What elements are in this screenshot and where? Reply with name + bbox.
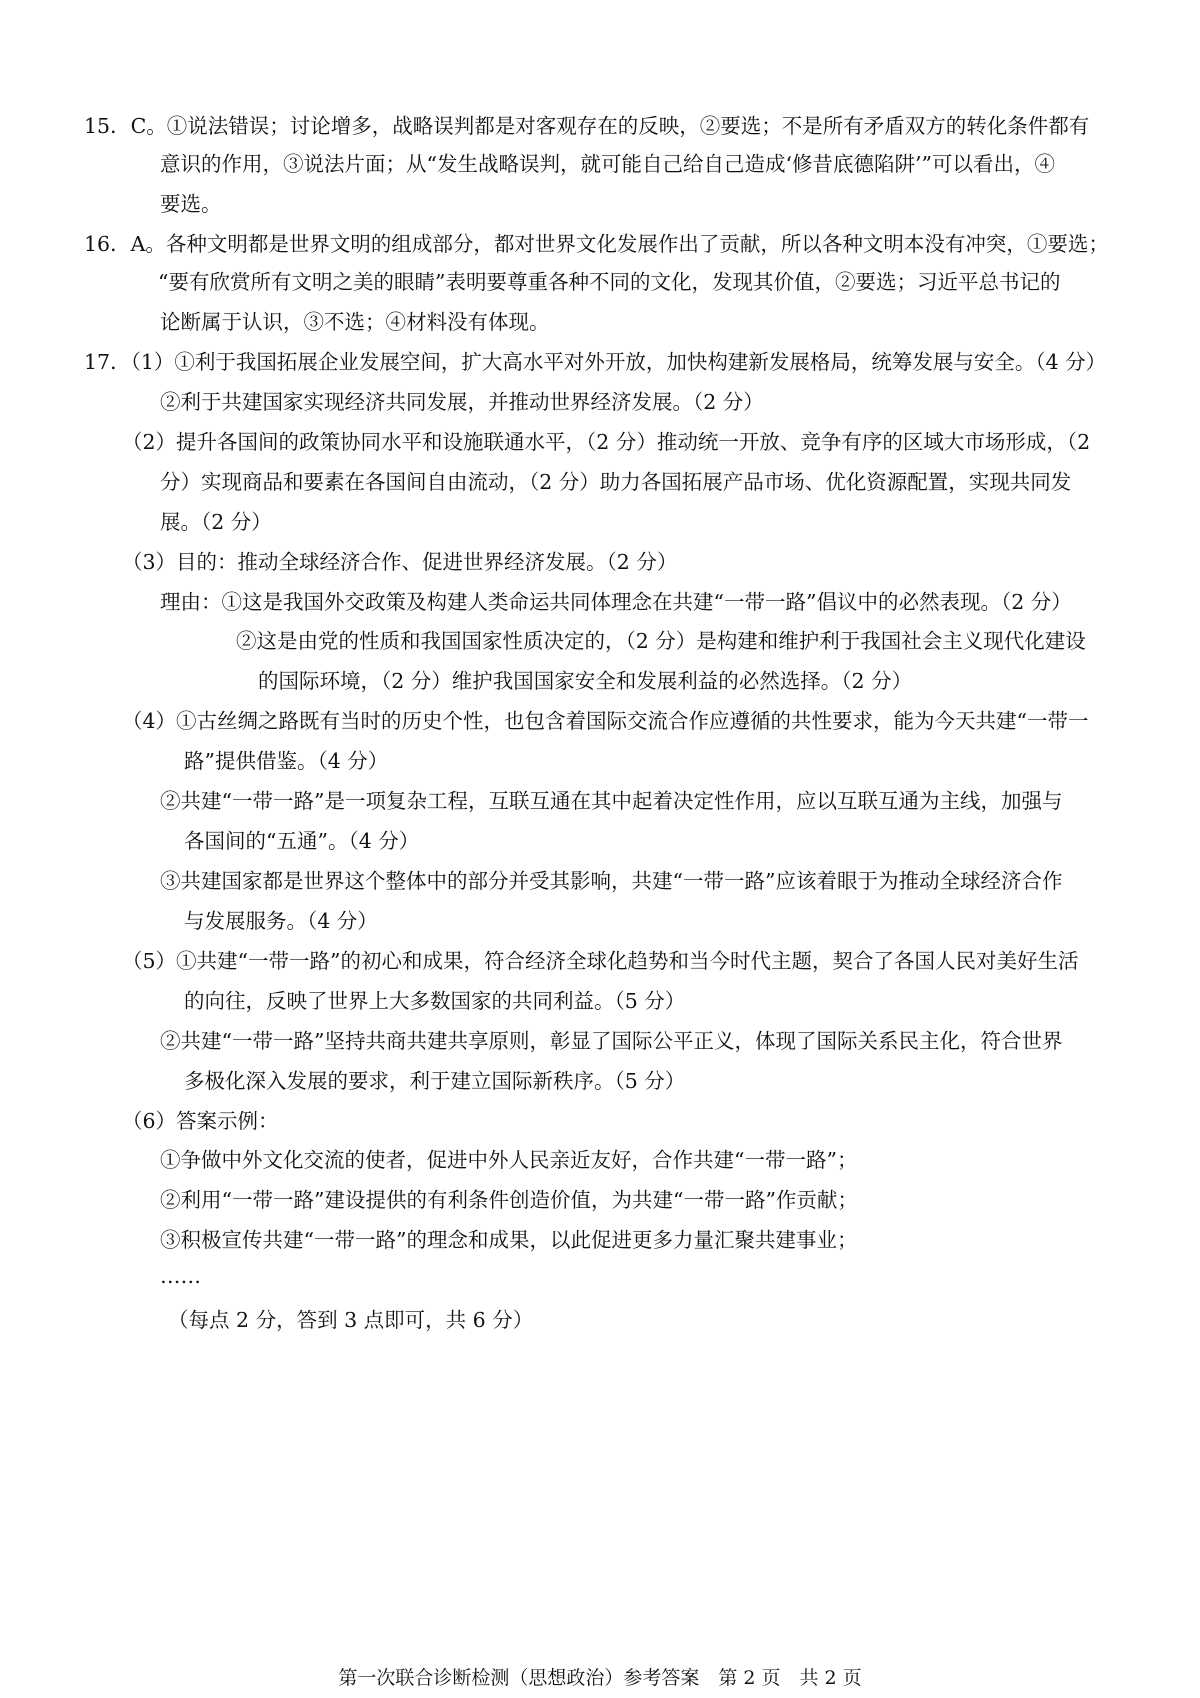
q17-3-line-4: 的国际环境，（2 分）维护我国国家安全和发展利益的必然选择。（2 分） xyxy=(258,669,913,693)
q17-6-line-1: （6）答案示例： xyxy=(122,1109,279,1133)
q17-1-line-2: ②利于共建国家实现经济共同发展，并推动世界经济发展。（2 分） xyxy=(160,390,764,414)
q17-3-line-1: （3）目的：推动全球经济合作、促进世界经济发展。（2 分） xyxy=(122,550,678,574)
q17-6-ellipsis: …… xyxy=(160,1264,201,1288)
q17-3-line-3: ②这是由党的性质和我国国家性质决定的，（2 分）是构建和维护利于我国社会主义现代化建设 xyxy=(236,629,1086,653)
q15-line-1: 15．C。①说法错误；讨论增多，战略误判都是对客观存在的反映，②要选；不是所有矛盾双方的转化条件都有 xyxy=(84,114,1090,138)
q15-line-2: 意识的作用，③说法片面；从“发生战略误判，就可能自己给自己造成‘修昔底德陷阱’”可以看出，④ xyxy=(160,152,1055,176)
q17-6-example-2: ②利用“一带一路”建设提供的有利条件创造价值，为共建“一带一路”作贡献； xyxy=(160,1188,858,1212)
q16-line-1: 16．A。各种文明都是世界文明的组成部分，都对世界文化发展作出了贡献，所以各种文明本没有冲突，①要选； xyxy=(84,232,1109,256)
q17-5-line-2: 的向往，反映了世界上大多数国家的共同利益。（5 分） xyxy=(184,989,686,1013)
q17-4-line-6: 与发展服务。（4 分） xyxy=(184,909,378,933)
q17-4-line-1: （4）①古丝绸之路既有当时的历史个性，也包含着国际交流合作应遵循的共性要求，能为今天共建“一带一 xyxy=(122,709,1089,733)
q17-4-line-4: 各国间的“五通”。（4 分） xyxy=(184,829,420,853)
q17-5-line-3: ②共建“一带一路”坚持共商共建共享原则，彰显了国际公平正义，体现了国际关系民主化，符合世界 xyxy=(160,1029,1063,1053)
q17-5-line-4: 多极化深入发展的要求，利于建立国际新秩序。（5 分） xyxy=(184,1069,686,1093)
page-footer: 第一次联合诊断检测（思想政治）参考答案 第 2 页 共 2 页 xyxy=(338,1667,862,1689)
q16-line-2: “要有欣赏所有文明之美的眼睛”表明要尊重各种不同的文化，发现其价值，②要选；习近平总书记的 xyxy=(158,270,1061,294)
q17-3-line-2: 理由：①这是我国外交政策及构建人类命运共同体理念在共建“一带一路”倡议中的必然表现。（2 分） xyxy=(160,590,1072,614)
q15-line-3: 要选。 xyxy=(160,192,222,216)
q16-line-3: 论断属于认识，③不选；④材料没有体现。 xyxy=(160,310,550,334)
q17-4-line-2: 路”提供借鉴。（4 分） xyxy=(184,749,389,773)
q17-2-line-1: （2）提升各国间的政策协同水平和设施联通水平，（2 分）推动统一开放、竞争有序的区域大市场形成，（2 xyxy=(122,430,1091,454)
q17-2-line-2: 分）实现商品和要素在各国间自由流动，（2 分）助力各国拓展产品市场、优化资源配置，实现共同发 xyxy=(160,470,1072,494)
q17-2-line-3: 展。（2 分） xyxy=(160,510,272,534)
q17-4-line-3: ②共建“一带一路”是一项复杂工程，互联互通在其中起着决定性作用，应以互联互通为主线，加强与 xyxy=(160,789,1063,813)
q17-5-line-1: （5）①共建“一带一路”的初心和成果，符合经济全球化趋势和当今时代主题，契合了各国人民对美好生活 xyxy=(122,949,1079,973)
q17-6-example-3: ③积极宣传共建“一带一路”的理念和成果，以此促进更多力量汇聚共建事业； xyxy=(160,1228,858,1252)
q17-6-example-1: ①争做中外文化交流的使者，促进中外人民亲近友好，合作共建“一带一路”； xyxy=(160,1148,858,1172)
q17-4-line-5: ③共建国家都是世界这个整体中的部分并受其影响，共建“一带一路”应该着眼于为推动全球经济合作 xyxy=(160,869,1063,893)
q17-1-line-1: 17．（1）①利于我国拓展企业发展空间，扩大高水平对外开放，加快构建新发展格局，统筹发展与安全。（4 分） xyxy=(84,350,1107,374)
q17-6-scoring-note: （每点 2 分，答到 3 点即可，共 6 分） xyxy=(168,1308,534,1332)
